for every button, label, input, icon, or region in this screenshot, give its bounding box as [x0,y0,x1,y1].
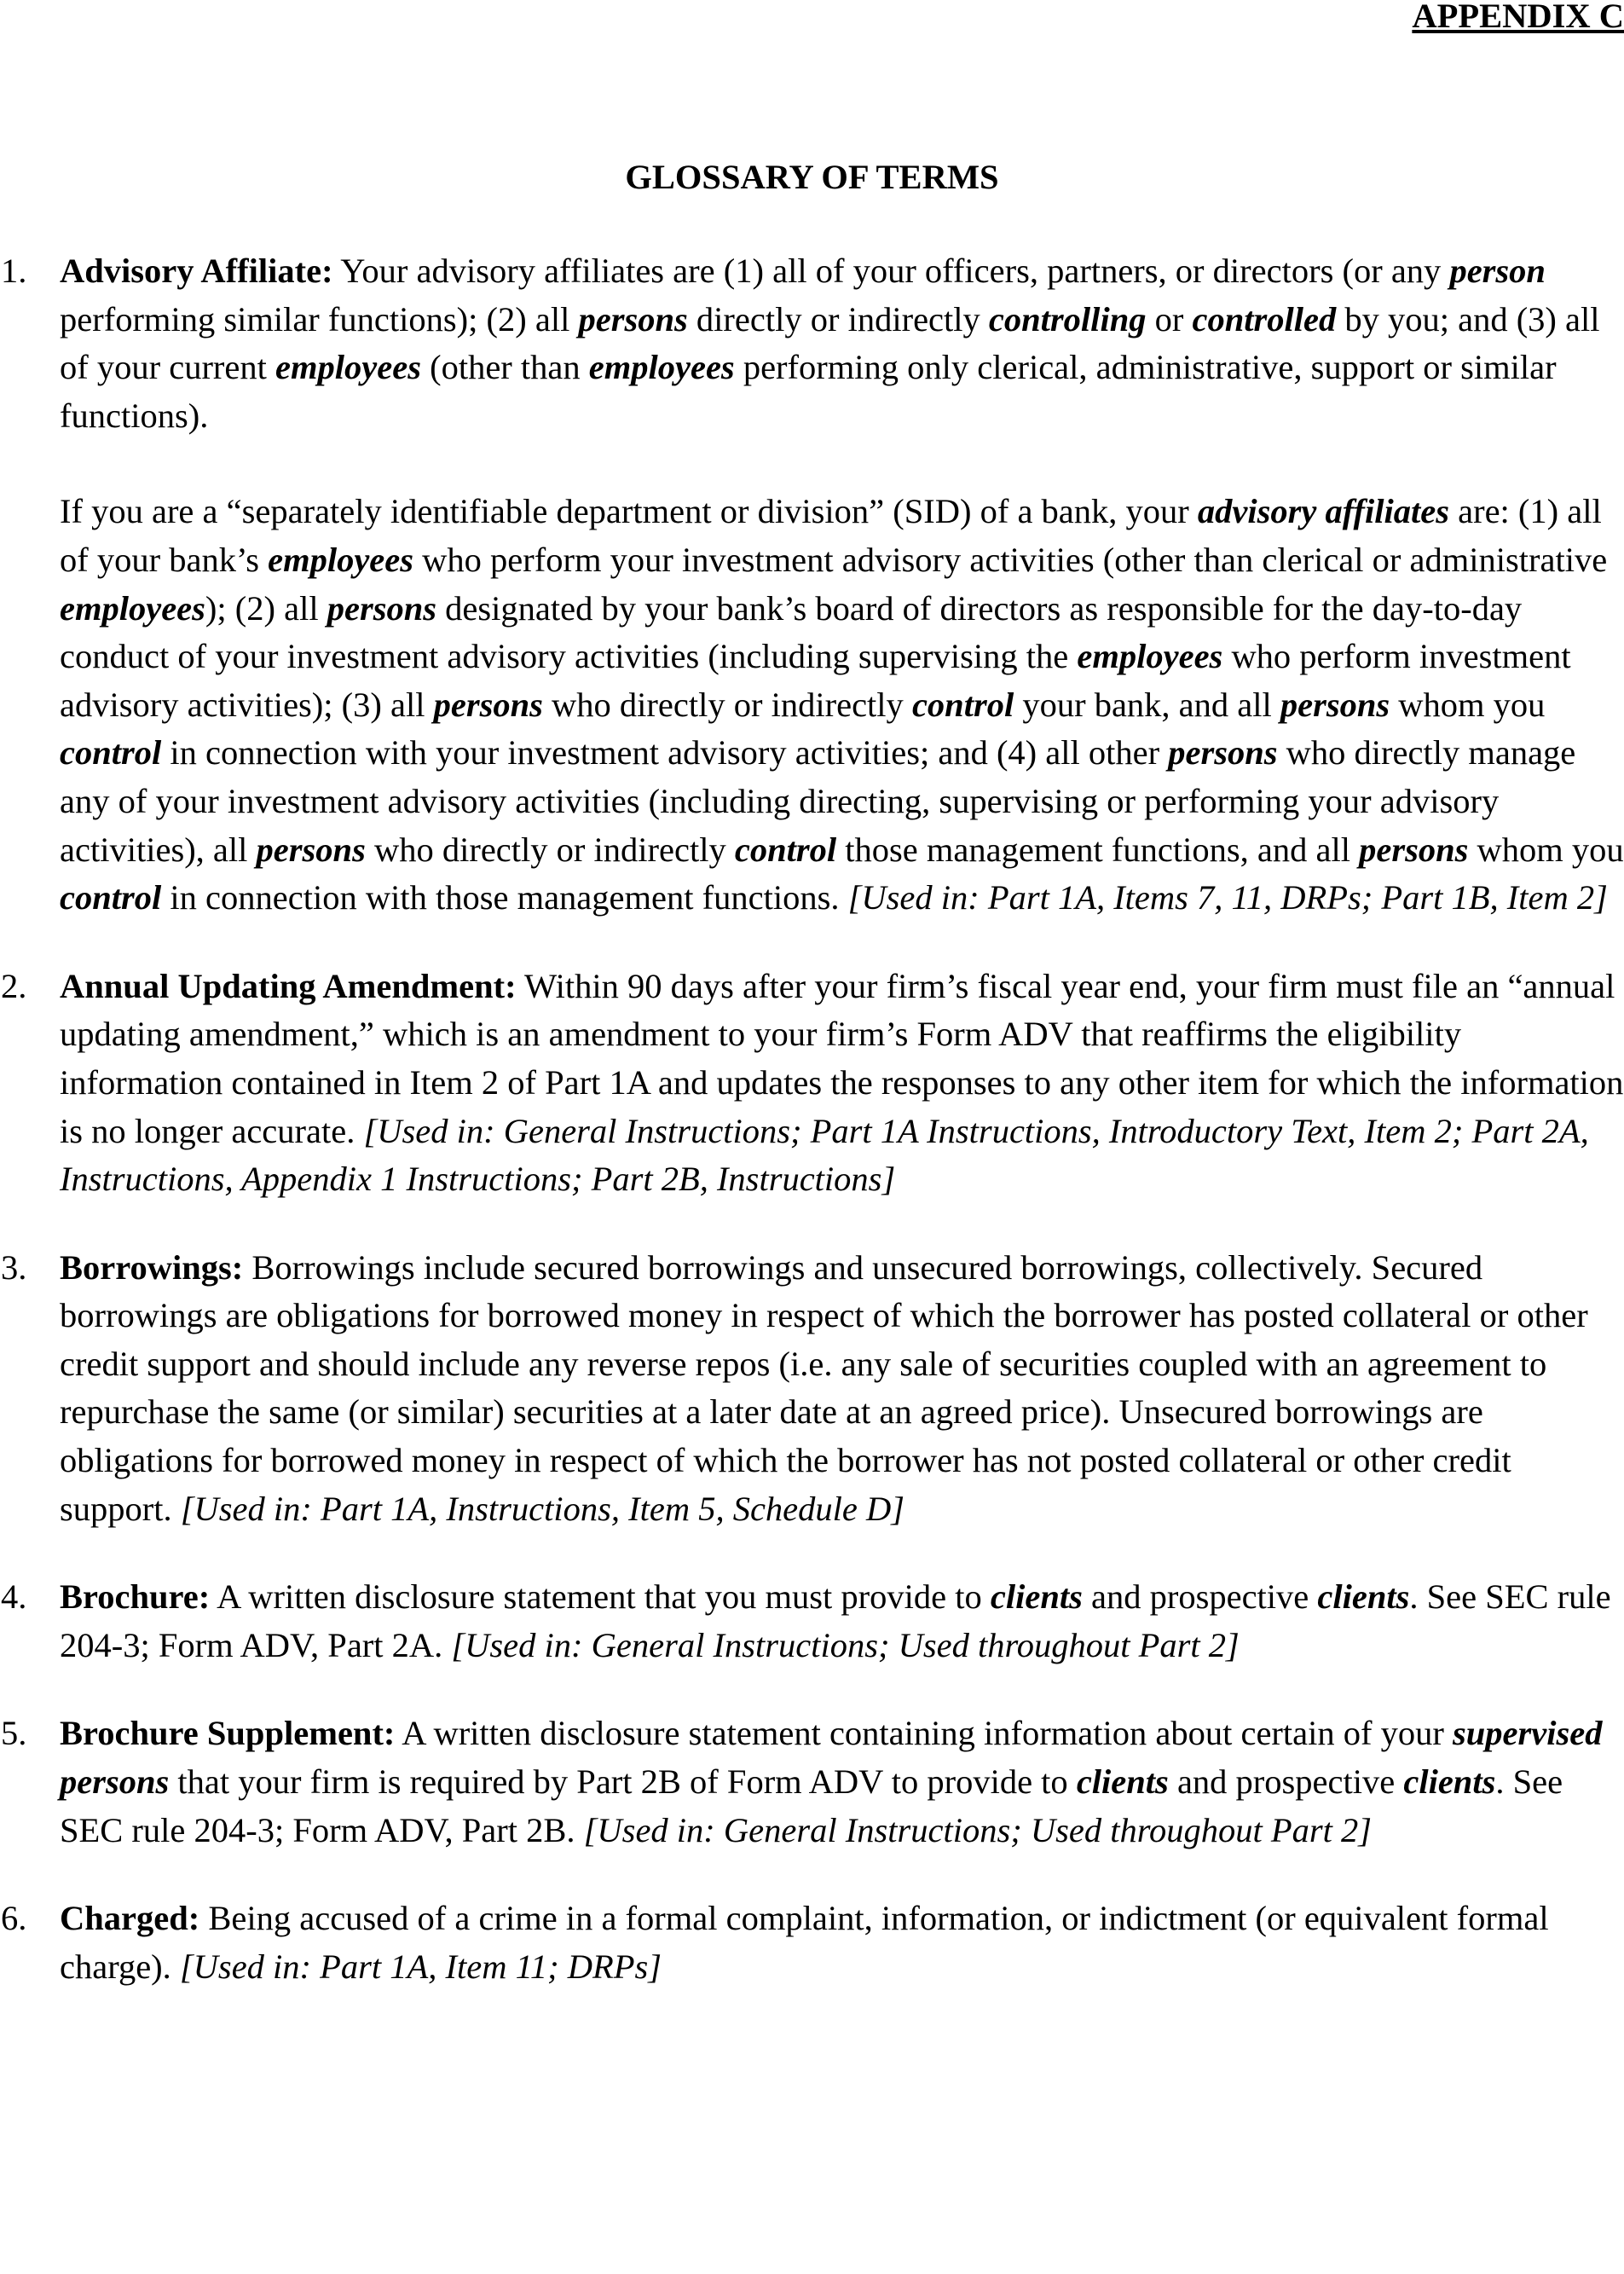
defined-term: persons [578,299,688,338]
definition-text: or [1146,299,1193,338]
defined-term: employees [588,348,735,387]
definition-text: are: (1) all of your bank’s [60,492,1602,579]
entry-body [60,1895,1624,1991]
definition-text: whom you [1468,830,1624,869]
entry-paragraph [60,247,1624,440]
defined-term: controlled [1192,299,1337,338]
definition-text: performing similar functions); (2) all [60,299,579,338]
entry-paragraph [60,1895,1624,1991]
defined-term: supervised persons [60,1714,1603,1802]
definition-text: who perform your investment advisory activities (other than clerical or administrative [413,540,1608,579]
defined-term: control [60,878,162,917]
definition-text: Borrowings include secured borrowings and unsecured borrowings, collectively. Secured borrowings are obligations for borrowed money in respect of which the borrower has posted collateral or other credit support and should include any reverse repos (i.e. any sale of securities coupled with an agreement to repurchase the same (or similar) securities at a later date at an agreed price). Unsecured borrowings are obligations for borrowed money in respect of which the borrower has not posted collateral or other credit support. [60,1247,1588,1528]
defined-term: persons [433,685,543,724]
entry-body [60,247,1624,923]
used-in-reference: [Used in: General Instructions; Part 1A Instructions, Introductory Text, Item 2; Part 2A, Instructions, Appendix 1 Instructions; Part 2B, Instructions] [60,1111,1589,1199]
glossary-entry [0,247,1624,923]
appendix-label: APPENDIX C [1412,0,1624,35]
glossary-entry [0,963,1624,1204]
entry-paragraph [60,1244,1624,1534]
defined-term: controlling [988,299,1147,338]
definition-text: that your firm is required by Part 2B of Form ADV to provide to [169,1762,1077,1802]
definition-text: If you are a “separately identifiable department or division” (SID) of a bank, your [60,492,1198,531]
used-in-reference: [Used in: General Instructions; Used throughout Part 2] [451,1625,1240,1664]
defined-term: control [734,830,837,869]
definition-text: Being accused of a crime in a formal complaint, information, or indictment (or equivalent formal charge). [60,1899,1549,1986]
definition-text: your bank, and all [1014,685,1280,724]
defined-term: employees [275,348,421,387]
definition-text: whom you [1390,685,1546,724]
definition-text: and prospective [1082,1577,1318,1617]
definition-text: in connection with your investment advisory activities; and (4) all other [161,733,1169,772]
definition-text: who perform investment advisory activities); (3) all [60,637,1571,724]
definition-text: (other than [420,348,589,387]
used-in-reference: [Used in: General Instructions; Used throughout Part 2] [583,1810,1372,1849]
defined-term: persons [1280,685,1390,724]
glossary-term: Advisory Affiliate: [60,252,333,290]
glossary-term: Brochure Supplement: [60,1714,396,1753]
definition-text: and prospective [1168,1762,1404,1802]
defined-term: employees [60,588,205,628]
used-in-reference: [Used in: Part 1A, Items 7, 11, DRPs; Part 1B, Item 2] [847,878,1608,917]
defined-term: persons [256,830,366,869]
defined-term: persons [327,588,437,628]
defined-term: person [1449,252,1546,290]
entry-number: 6. [1,1899,27,1938]
definition-text: who directly or indirectly [542,685,912,724]
entry-paragraph [60,1573,1624,1669]
definition-text: . See SEC rule 204-3; Form ADV, Part 2A. [60,1577,1611,1664]
glossary-term: Charged: [60,1899,200,1938]
definition-text: performing only clerical, administrative, support or similar functions). [60,348,1557,435]
entry-body [60,1710,1624,1854]
glossary-term: Borrowings: [60,1247,244,1287]
glossary-term: Brochure: [60,1577,211,1617]
entry-number: 5. [1,1714,27,1753]
defined-term: clients [1403,1762,1496,1802]
entry-paragraph [60,488,1624,922]
defined-term: employees [1077,637,1223,676]
entry-body [60,1573,1624,1669]
defined-term: persons [1168,733,1278,772]
defined-term: employees [268,540,414,579]
entry-body [60,1244,1624,1534]
used-in-reference: [Used in: Part 1A, Item 11; DRPs] [179,1947,662,1986]
definition-text: who directly manage any of your investment advisory activities (including directing, supervising or performing your advisory activities), all [60,733,1576,869]
entry-paragraph [60,1710,1624,1854]
glossary-term: Annual Updating Amendment: [60,966,517,1005]
entry-paragraph [60,963,1624,1204]
definition-text: Within 90 days after your firm’s fiscal year end, your firm must file an “annual updating amendment,” which is an amendment to your firm’s Form ADV that reaffirms the eligibility information contained in Item 2 of Part 1A and updates the responses to any other item for which the information is no longer accurate. [60,966,1624,1150]
definition-text: ); (2) all [205,588,327,628]
definition-text: in connection with those management functions. [161,878,848,917]
definition-text: A written disclosure statement that you must provide to [210,1577,991,1617]
definition-text: directly or indirectly [687,299,989,338]
glossary-entry [0,1895,1624,1991]
defined-term: clients [990,1577,1083,1617]
definition-text: A written disclosure statement containing information about certain of your [395,1714,1453,1753]
glossary-entry [0,1573,1624,1669]
glossary-title: GLOSSARY OF TERMS [625,158,999,196]
defined-term: persons [1359,830,1469,869]
definition-text: designated by your bank’s board of directors as responsible for the day-to-day conduct of your investment advisory activities (including supervising the [60,588,1523,676]
defined-term: clients [1317,1577,1410,1617]
definition-text: those management functions, and all [836,830,1360,869]
definition-text: Your advisory affiliates are (1) all of your officers, partners, or directors (or any [332,252,1450,290]
definition-text: . See SEC rule 204-3; Form ADV, Part 2B. [60,1762,1563,1849]
defined-term: control [911,685,1014,724]
defined-term: advisory affiliates [1197,492,1449,531]
definition-text: by you; and (3) all of your current [60,299,1600,387]
entry-number: 3. [1,1247,27,1287]
definition-text: who directly or indirectly [365,830,735,869]
entry-number: 2. [1,966,27,1005]
glossary-entry [0,1710,1624,1854]
entry-number: 4. [1,1577,27,1617]
glossary-list [0,247,1624,2031]
entry-number: 1. [1,252,27,290]
defined-term: control [60,733,162,772]
glossary-entry [0,1244,1624,1534]
entry-body [60,963,1624,1204]
used-in-reference: [Used in: Part 1A, Instructions, Item 5, Schedule D] [180,1489,905,1528]
defined-term: clients [1076,1762,1169,1802]
